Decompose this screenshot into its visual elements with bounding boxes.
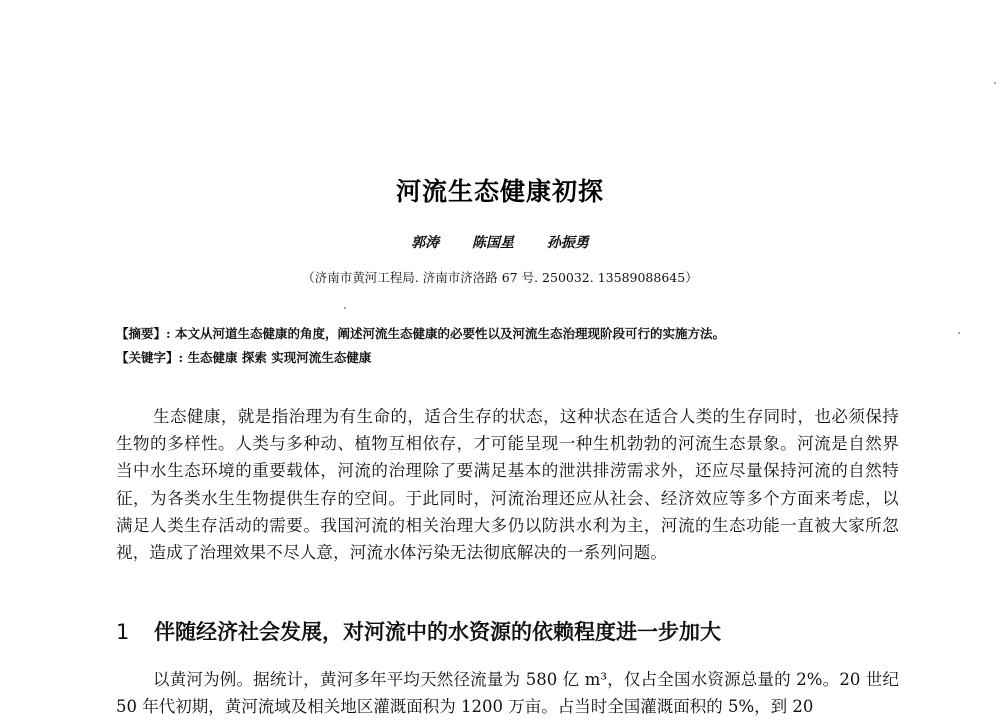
keywords-label: 【关键字】: — [116, 350, 184, 365]
scan-speck — [344, 307, 346, 309]
intro-paragraph: 生态健康，就是指治理为有生命的，适合生存的状态，这种状态在适合人类的生存同时，也必须保持生物的多样性。人类与多种动、植物互相依存，才可能呈现一种生机勃勃的河流生态景象。河流是自然界当中水生态环境的重要载体，河流的治理除了要满足基本的泄洪排涝需求外，还应尽量保持河流的自然特征，为各类水生生物提供生存的空间。于此同时，河流治理还应从社会、经济效应等多个方面来考虑，以满足人类生存活动的需要。我国河流的相关治理大多仍以防洪水利为主，河流的生态功能一直被大家所忽视，造成了治理效果不尽人意，河流水体污染无法彻底解决的一系列问题。 — [116, 407, 899, 563]
paper-title: 河流生态健康初探 — [395, 177, 604, 206]
affiliation: （济南市黄河工程局. 济南市济洛路 67 号. 250032. 13589088645） — [302, 270, 698, 285]
author-name: 陈国星 — [472, 235, 514, 251]
section-paragraph: 以黄河为例。据统计，黄河多年平均天然径流量为 580 亿 m³，仅占全国水资源总量的 2%。20 世纪 50 年代初期，黄河流域及相关地区灌溉面积为 1200 万亩。占当时全国灌溉面积的 5%，到 20 — [116, 670, 899, 717]
abstract-label: 【摘要】: — [116, 326, 171, 341]
abstract-text: 本文从河道生态健康的角度，阐述河流生态健康的必要性以及河流生态治理现阶段可行的实施方法。 — [174, 326, 725, 341]
author-name: 孙振勇 — [546, 235, 589, 251]
scan-speck — [958, 332, 960, 334]
abstract — [116, 324, 725, 342]
section-title: 伴随经济社会发展，对河流中的水资源的依赖程度进一步加大 — [154, 620, 721, 644]
section-number: 1 — [116, 620, 130, 644]
scan-speck — [994, 82, 996, 84]
section-heading — [116, 616, 721, 646]
author-list — [0, 232, 1000, 252]
keywords-text: 生态健康 探索 实现河流生态健康 — [187, 350, 372, 365]
keywords — [116, 348, 371, 366]
author-name: 郭涛 — [411, 235, 440, 251]
